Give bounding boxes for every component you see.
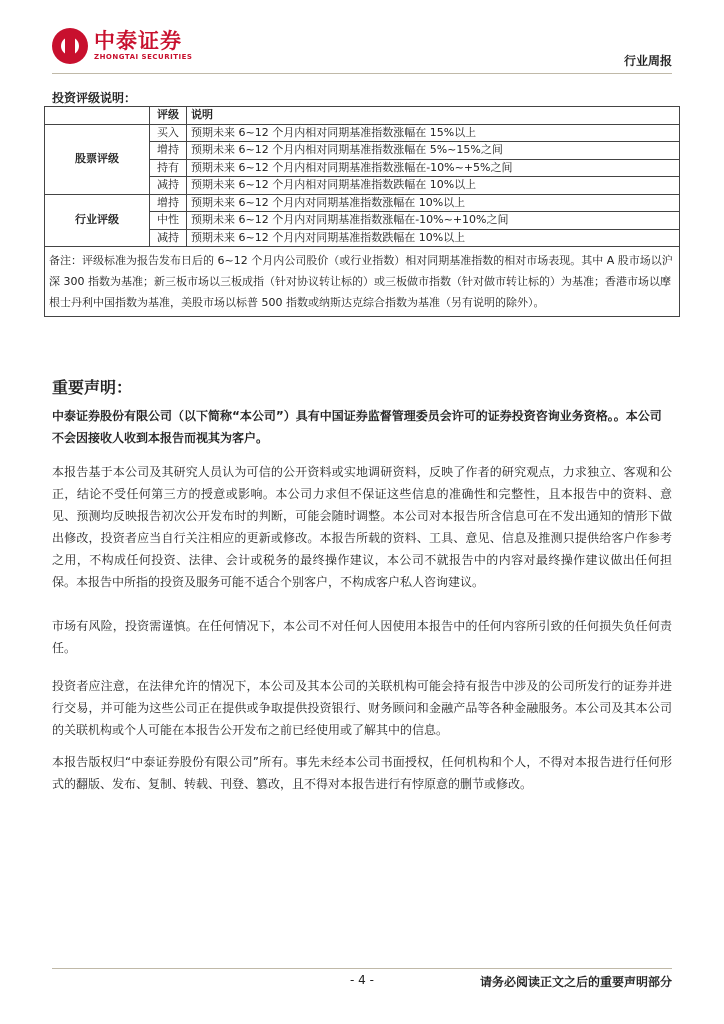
rating-level: 减持 [150,229,187,247]
rating-level: 持有 [150,159,187,177]
declaration-paragraph: 投资者应注意，在法律允许的情况下，本公司及其本公司的关联机构可能会持有报告中涉及的公司所发行的证券并进行交易，并可能为这些公司正在提供或争取提供投资银行、财务顾问和金融产品等各种金融服务。本公司及其本公司的关联机构或个人可能在本报告公开发布之前已经使用或了解其中的信息。 [52,679,672,737]
column-header-desc: 说明 [187,107,680,125]
rating-desc: 预期未来 6~12 个月内相对同期基准指数涨幅在 5%~15%之间 [187,142,680,160]
rating-desc: 预期未来 6~12 个月内对同期基准指数跌幅在 10%以上 [187,229,680,247]
page-number: - 4 - [350,973,374,987]
report-type-label: 行业周报 [623,54,672,68]
table-row [45,194,680,212]
declaration-title: 重要声明： [52,378,133,397]
table-cell [45,107,150,125]
footer-divider [52,968,672,969]
logo-icon [52,28,88,64]
declaration-paragraph: 本报告基于本公司及其研究人员认为可信的公开资料或实地调研资料，反映了作者的研究观点，力求独立、客观和公正，结论不受任何第三方的授意或影响。本公司力求但不保证这些信息的准确性和完整性，且本报告中的资料、意见、预测均反映报告初次公开发布时的判断，可能会随时调整。本公司对本报告所含信息可在不发出通知的情形下做出修改，投资者应当自行关注相应的更新或修改。本报告所载的资料、工具、意见、信息及推测只提供给客户作参考之用，不构成任何投资、法律、会计或税务的最终操作建议，本公司不就报告中的内容对最终操作建议做出任何担保。本报告中所指的投资及服务可能不适合个别客户，不构成客户私人咨询建议。 [52,465,672,589]
header-divider [52,73,672,74]
company-logo [52,28,192,64]
table-row [45,124,680,142]
rating-desc: 预期未来 6~12 个月内对同期基准指数涨幅在 10%以上 [187,194,680,212]
category-stock: 股票评级 [45,124,150,194]
logo-cn: 中泰证券 [94,29,182,53]
rating-level: 增持 [150,142,187,160]
rating-desc: 预期未来 6~12 个月内相对同期基准指数跌幅在 10%以上 [187,177,680,195]
rating-desc: 预期未来 6~12 个月内相对同期基准指数涨幅在-10%~+5%之间 [187,159,680,177]
declaration-paragraph: 本报告版权归“中泰证券股份有限公司”所有。事先未经本公司书面授权，任何机构和个人，不得对本报告进行任何形式的翻版、发布、复制、转载、刊登、篡改，且不得对本报告进行有悖原意的删节或修改。 [52,755,672,791]
rating-level: 买入 [150,124,187,142]
declaration-paragraph: 市场有风险，投资需谨慎。在任何情况下，本公司不对任何人因使用本报告中的任何内容所引致的任何损失负任何责任。 [52,619,672,655]
column-header-level: 评级 [150,107,187,125]
table-row [45,247,680,317]
rating-table [44,106,680,317]
table-header-row [45,107,680,125]
page-header [0,0,724,80]
rating-note: 备注：评级标准为报告发布日后的 6~12 个月内公司股价（或行业指数）相对同期基准指数的相对市场表现。其中 A 股市场以沪深 300 指数为基准；新三板市场以三板成指（针对协议转让标的）或三板做市指数（针对做市转让标的）为基准；香港市场以摩根士丹利中国指数为基准，美股市场以标普 500 指数或纳斯达克综合指数为基准（另有说明的除外）。 [45,247,680,317]
rating-section-title: 投资评级说明： [52,91,137,105]
logo-en: ZHONGTAI SECURITIES [94,53,193,61]
rating-desc: 预期未来 6~12 个月内相对同期基准指数涨幅在 15%以上 [187,124,680,142]
declaration-lead: 中泰证券股份有限公司（以下简称“本公司”）具有中国证券监督管理委员会许可的证券投资咨询业务资格。。本公司不会因接收人收到本报告而视其为客户。 [52,409,662,445]
footer-note: 请务必阅读正文之后的重要声明部分 [479,975,672,989]
rating-level: 中性 [150,212,187,230]
category-industry: 行业评级 [45,194,150,247]
rating-level: 减持 [150,177,187,195]
rating-level: 增持 [150,194,187,212]
rating-desc: 预期未来 6~12 个月内对同期基准指数涨幅在-10%~+10%之间 [187,212,680,230]
